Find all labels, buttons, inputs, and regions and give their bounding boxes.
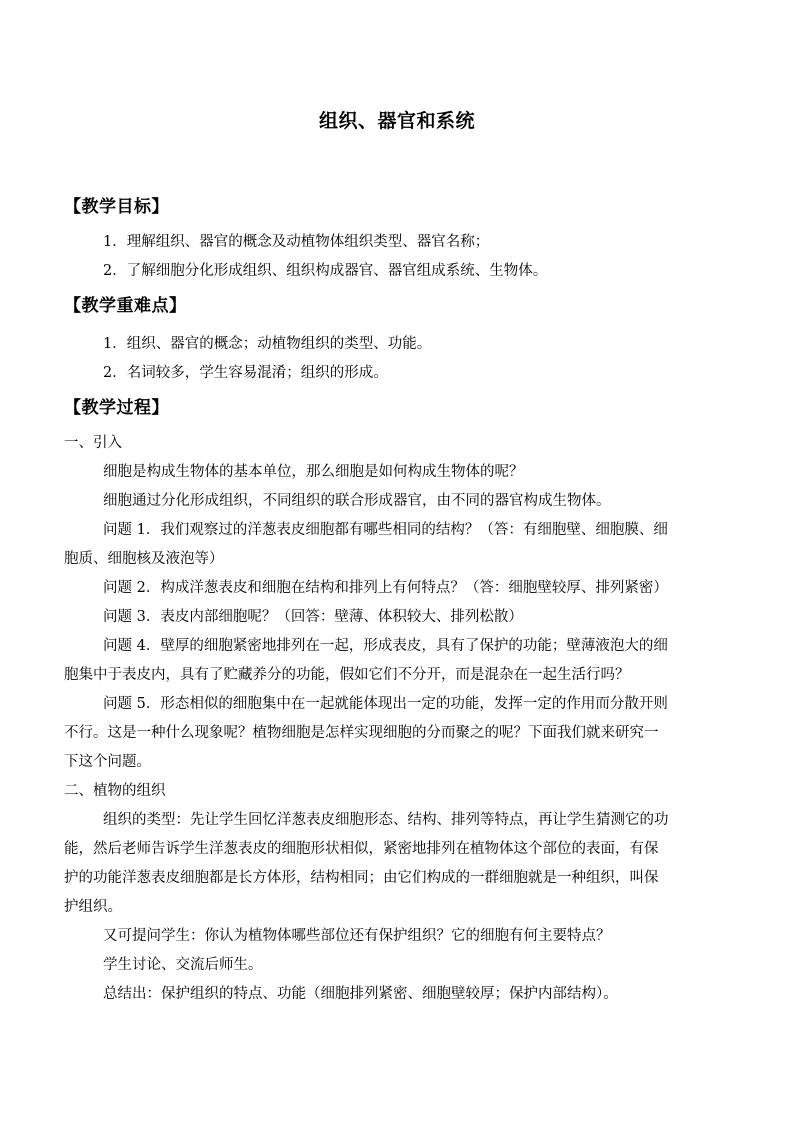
section-heading: 二、植物的组织	[64, 783, 166, 799]
objective-item: 1．理解组织、器官的概念及动植物体组织类型、器官名称；	[103, 234, 490, 250]
paragraph-line: 问题 3．表皮内部细胞呢？（回答：壁薄、体积较大、排列松散）	[103, 609, 523, 625]
paragraph-line: 学生讨论、交流后师生。	[103, 957, 263, 973]
paragraph-line: 问题 5．形态相似的细胞集中在一起就能体现出一定的功能，发挥一定的作用而分散开则	[103, 696, 668, 712]
section-heading: 一、引入	[64, 435, 122, 451]
objective-item: 2．了解细胞分化形成组织、组织构成器官、器官组成系统、生物体。	[103, 263, 548, 279]
paragraph-line: 又可提问学生：你认为植物体哪些部位还有保护组织？它的细胞有何主要特点？	[103, 928, 611, 944]
paragraph-line: 问题 2．构成洋葱表皮和细胞在结构和排列上有何特点？（答：细胞壁较厚、排列紧密）	[103, 580, 668, 596]
paragraph-line: 总结出：保护组织的特点、功能（细胞排列紧密、细胞壁较厚；保护内部结构）。	[103, 986, 618, 1002]
paragraph-line: 问题 1．我们观察过的洋葱表皮细胞都有哪些相同的结构？（答：有细胞壁、细胞膜、细	[103, 522, 668, 538]
paragraph-line: 不行。这是一种什么现象呢？植物细胞是怎样实现细胞的分而聚之的呢？下面我们就来研究一	[64, 725, 659, 741]
process-heading: 【教学过程】	[64, 398, 169, 418]
paragraph-line: 细胞是构成生物体的基本单位，那么细胞是如何构成生物体的呢？	[103, 464, 524, 480]
objectives-heading: 【教学目标】	[64, 197, 169, 217]
page-title: 组织、器官和系统	[318, 110, 475, 132]
key-point-item: 2．名词较多，学生容易混淆；组织的形成。	[103, 365, 388, 381]
paragraph-line: 胞集中于表皮内，具有了贮藏养分的功能，假如它们不分开，而是混杂在一起生活行吗？	[64, 667, 630, 683]
paragraph-line: 胞质、细胞核及液泡等）	[64, 551, 224, 567]
paragraph-line: 护的功能洋葱表皮细胞都是长方体形，结构相同；由它们构成的一群细胞就是一种组织，叫保	[64, 870, 659, 886]
key-point-item: 1．组织、器官的概念；动植物组织的类型、功能。	[103, 336, 432, 352]
paragraph-line: 能，然后老师告诉学生洋葱表皮的细胞形状相似，紧密地排列在植物体这个部位的表面，有保	[64, 841, 659, 857]
paragraph-line: 问题 4．壁厚的细胞紧密地排列在一起，形成表皮，具有了保护的功能；壁薄液泡大的细	[103, 638, 668, 654]
paragraph-line: 组织的类型：先让学生回忆洋葱表皮细胞形态、结构、排列等特点，再让学生猜测它的功	[103, 812, 669, 828]
paragraph-line: 护组织。	[64, 899, 122, 915]
paragraph-line: 细胞通过分化形成组织，不同组织的联合形成器官，由不同的器官构成生物体。	[103, 493, 611, 509]
paragraph-line: 下这个问题。	[64, 754, 151, 770]
key-points-heading: 【教学重难点】	[64, 296, 187, 316]
